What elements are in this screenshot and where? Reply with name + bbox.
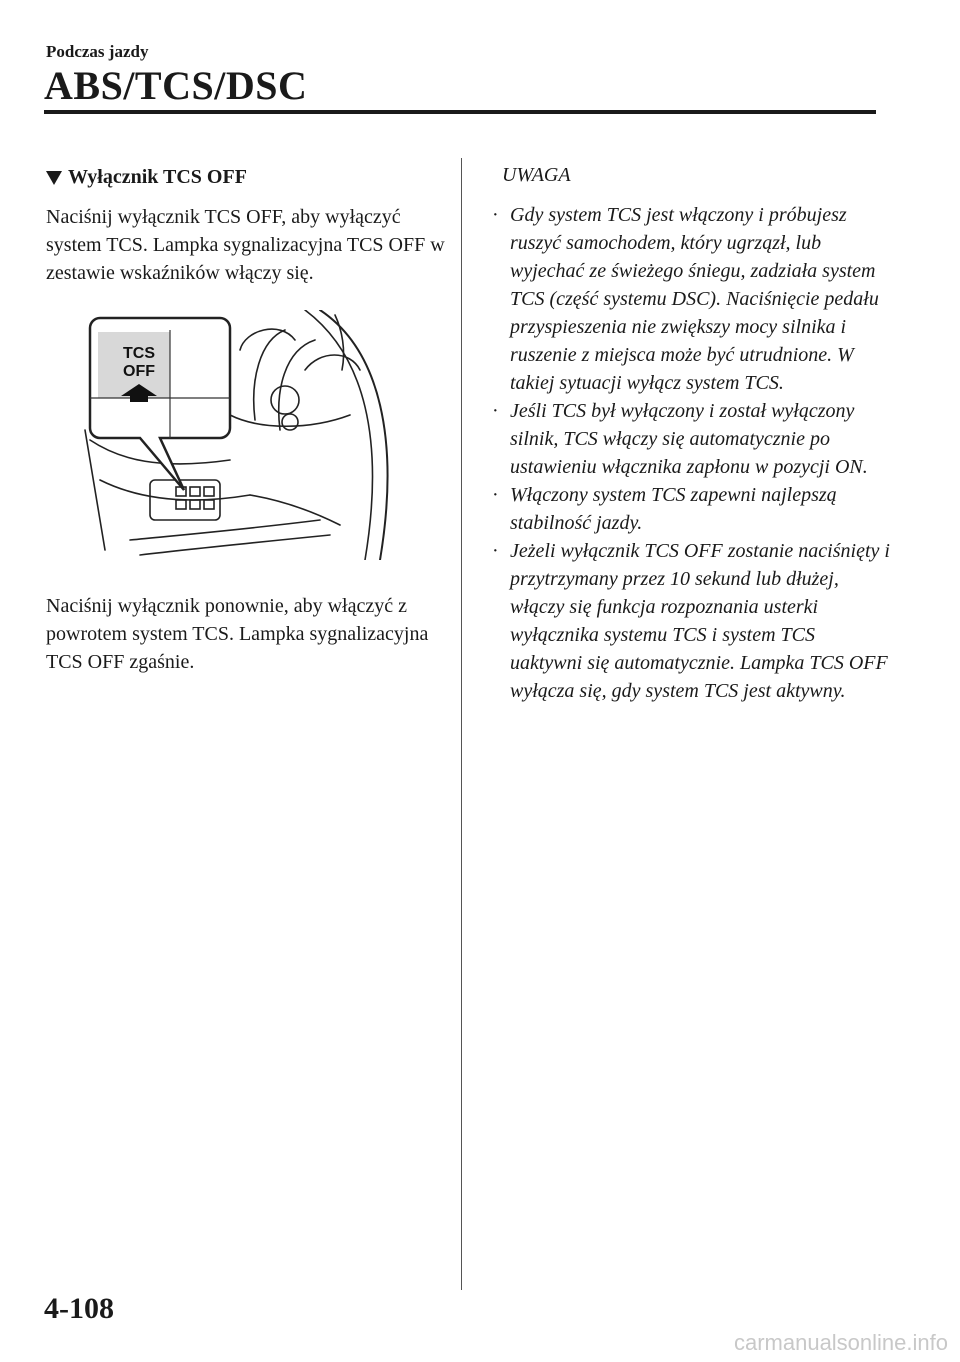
triangle-down-icon	[46, 171, 62, 185]
second-paragraph: Naciśnij wyłącznik ponownie, aby włączyć z powrotem system TCS. Lampka sygnalizacyjna TCS OFF zgaśnie.	[46, 595, 429, 673]
left-column	[46, 166, 446, 287]
note-item-text: Włączony system TCS zapewni najlepszą stabilność jazdy.	[510, 484, 837, 534]
bullet-icon: ·	[492, 204, 499, 226]
subheading	[46, 166, 446, 189]
section-title: ABS/TCS/DSC	[44, 63, 308, 108]
column-divider	[461, 158, 462, 1290]
bullet-icon: ·	[492, 540, 499, 562]
subheading-text: Wyłącznik TCS OFF	[68, 166, 247, 188]
note-column	[490, 164, 890, 705]
bullet-icon: ·	[492, 400, 499, 422]
chapter-label: Podczas jazdy	[46, 42, 149, 61]
page-number: 4-108	[44, 1292, 114, 1325]
bullet-icon: ·	[492, 484, 499, 506]
note-list	[490, 201, 890, 705]
note-item-text: Jeżeli wyłącznik TCS OFF zostanie naciśnięty i przytrzymany przez 10 sekund lub dłużej, włączy się funkcja rozpoznania usterki wyłącznika systemu TCS i system TCS uaktywni się automatycznie. Lampka TCS OFF wyłącza się, gdy system TCS jest aktywny.	[510, 540, 890, 702]
note-item	[490, 481, 890, 537]
note-item	[490, 537, 890, 705]
tcs-switch-illustration	[80, 310, 400, 560]
header-rule	[44, 110, 876, 114]
note-item	[490, 201, 890, 397]
second-paragraph-block	[46, 592, 446, 676]
note-item-text: Gdy system TCS jest włączony i próbujesz ruszyć samochodem, który ugrzązł, lub wyjechać ze świeżego śniegu, zadziała system TCS (część systemu DSC). Naciśnięcie pedału przyspieszenia nie zwiększy mocy silnika i ruszenie z miejsca może być utrudnione. W takiej sytuacji wyłącz system TCS.	[510, 204, 879, 394]
note-title: UWAGA	[502, 164, 571, 186]
button-label-line2: OFF	[123, 363, 155, 380]
button-label-line1: TCS	[123, 345, 155, 362]
note-item	[490, 397, 890, 481]
watermark-link[interactable]: carmanualsonline.info	[733, 1330, 948, 1355]
note-item-text: Jeśli TCS był wyłączony i został wyłączony silnik, TCS włączy się automatycznie po ustawieniu włącznika zapłonu w pozycji ON.	[510, 400, 868, 478]
intro-paragraph: Naciśnij wyłącznik TCS OFF, aby wyłączyć system TCS. Lampka sygnalizacyjna TCS OFF w zestawie wskaźników włączy się.	[46, 206, 445, 284]
